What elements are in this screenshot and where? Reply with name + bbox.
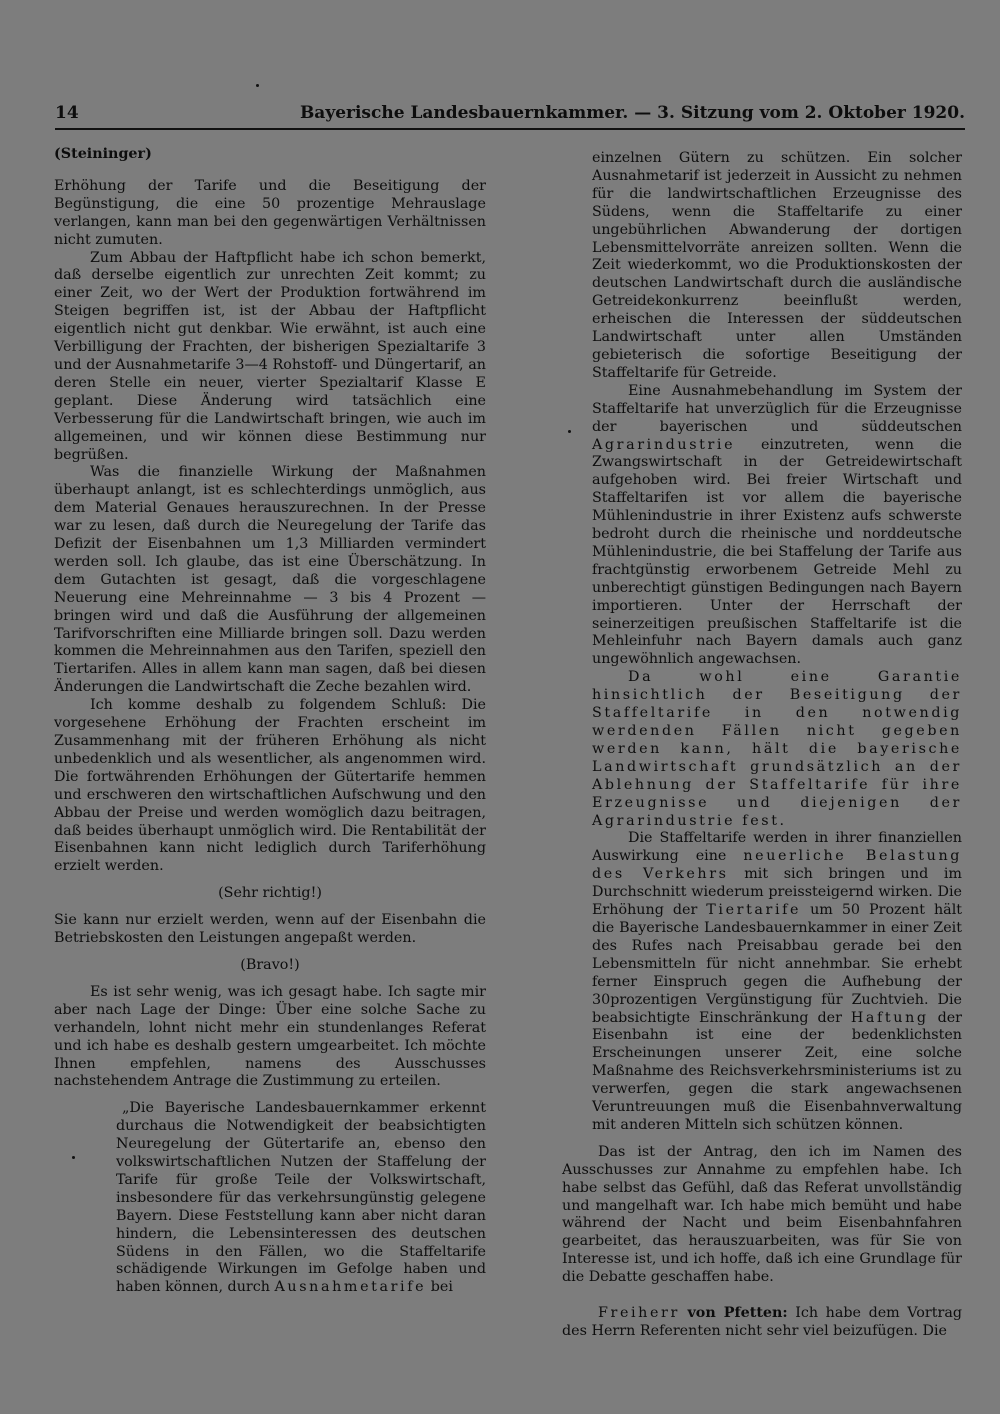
page-number: 14 xyxy=(55,103,79,123)
print-speck xyxy=(256,84,259,87)
paragraph: Es ist sehr wenig, was ich gesagt habe. Ich sagte mir aber nach Lage der Dinge: Über eine solche Sache zu verhandeln, lohnt nicht mehr ein stundenlanges Referat und ich habe es deshalb gestern umgearbeitet. Ich möchte Ihnen empfehlen, namens des Ausschusses nachstehendem Antrage die Zustimmung zu erteilen. xyxy=(54,983,486,1090)
paragraph-text: Ich habe dem Vortrag des Herrn Referenten nicht sehr viel beizufügen. Die xyxy=(562,1305,963,1339)
spaced-emphasis: Haftung xyxy=(850,1009,929,1026)
paragraph: Ich komme deshalb zu folgendem Schluß: Die vorgesehene Erhöhung der Frachten erscheint im Zusammenhang mit der früheren Erhöhung als nicht unbedenklich und als wesentlicher, als angenommen wird. Die fortwährenden Erhöhungen der Gütertarife hemmen und erschweren den wirtschaftlichen Aufschwung und den Abbau der Preise und werden womöglich dazu beitragen, daß beides überhaupt unmöglich wird. Die Rentabilität der Eisenbahnen kann nicht lediglich durch Tariferhöhung erzielt werden. xyxy=(54,697,486,875)
paragraph-text: mit sich bringen und im Durchschnitt wiederum preissteigernd wirken. Die Erhöhung der xyxy=(592,866,962,919)
speaker-label: (Steininger) xyxy=(54,146,152,162)
interjection: (Bravo!) xyxy=(240,956,300,973)
spaced-emphasis: neuerliche Belastung des Verkehrs xyxy=(592,848,963,883)
spaced-paragraph: Da wohl eine Garantie hinsichtlich der Beseitigung der Staffeltarife in den notwendig werdenden Fällen nicht gegeben werden kann, hält die bayerische Landwirtschaft grundsätzlich an der Ablehnung der Staffeltarife für ihre Erzeugnisse und diejenigen der Agrarindustrie fest. xyxy=(592,669,962,829)
paragraph: Das ist der Antrag, den ich im Namen des Ausschusses zur Annahme zu empfehlen habe. Ich habe selbst das Gefühl, daß das Referat unvollständig und mangelhaft war. Ich habe mich bemüht und habe während der Nacht und beim Eisenbahnfahren gearbeitet, das herauszuarbeiten, was für Sie von Interesse ist, und ich hoffe, daß ich eine Grundlage für die Debatte geschaffen habe. xyxy=(562,1143,962,1286)
quote-text: bei xyxy=(430,1279,453,1296)
header-title: Bayerische Landesbauernkammer. — 3. Sitzung vom 2. Oktober 1920. xyxy=(299,103,965,123)
right-column xyxy=(562,150,963,1341)
paragraph-text: der Eisenbahn ist eine der bedenklichsten Erscheinungen unserer Zeit, eine solche Maßnahme des Reichsverkehrsministeriums ist zu verwerfen, gegen die stark angewachsenen Veruntreuungen muß die Eisenbahnverwaltung mit anderen Mitteln sich schützen können. xyxy=(592,1009,963,1133)
spaced-emphasis: Tiertarife xyxy=(706,902,802,919)
paragraph: Was die finanzielle Wirkung der Maßnahmen überhaupt anlangt, ist es schlechterdings unmöglich, aus dem Material Genaues herauszurechnen. In der Presse war zu lesen, daß durch die Neuregelung der Tarife das Defizit der Eisenbahnen um 1,3 Milliarden vermindert werden soll. Ich glaube, das ist eine Überschätzung. In dem Gutachten ist gesagt, daß die vorgeschlagene Neuerung eine Mehreinnahme — 3 bis 4 Prozent — bringen wird und daß die Ausführung der allgemeinen Tarifvorschriften eine Milliarde bringen soll. Dazu werden kommen die Mehreinnahmen aus den Tarifen, speziell den Tiertarifen. Alles in allem kann man sagen, daß bei diesen Änderungen die Landwirtschaft die Zeche bezahlen wird. xyxy=(54,464,486,696)
header-rule xyxy=(55,128,965,130)
interjection: (Sehr richtig!) xyxy=(218,885,322,902)
spaced-emphasis: Agrarindustrie xyxy=(592,436,736,453)
print-speck xyxy=(568,430,571,433)
speaker-name: Freiherr xyxy=(598,1305,680,1322)
running-header xyxy=(55,103,965,125)
paragraph: Zum Abbau der Haftpflicht habe ich schon bemerkt, daß derselbe eigentlich zur unrechten Zeit kommt; zu einer Zeit, wo der Wert der Produktion fortwährend im Steigen begriffen ist, ist der Abbau der Haftpflicht eigentlich nicht gut denkbar. Wie erwähnt, ist auch eine Verbilligung der Frachten, der bisherigen Spezialtarife 3 und der Ausnahmetarife 3—4 Rohstoff- und Düngertarif, an deren Stelle ein neuer, vierter Spezialtarif Klasse E geplant. Diese Änderung wird tatsächlich eine Verbesserung für die Landwirtschaft bringen, wie auch im allgemeinen, und wir können diese Bestimmung nur begrüßen. xyxy=(54,249,486,463)
quote-text: „Die Bayerische Landesbauernkammer erkennt durchaus die Notwendigkeit der beabsichtigten Neuregelung der Gütertarife an, ebenso den volkswirtschaftlichen Nutzen der Staffelung der Tarife für große Teile der Volkswirtschaft, insbesondere für das verkehrsungünstig gelegene Bayern. Diese Feststellung kann aber nicht daran hindern, die Lebensinteressen des deutschen Südens in den Fällen, wo die Staffeltarife schädigende Wirkungen im Gefolge haben und haben können, durch xyxy=(116,1100,486,1296)
paragraph: einzelnen Gütern zu schützen. Ein solcher Ausnahmetarif ist jederzeit in Aussicht zu nehmen für die landwirtschaftlichen Erzeugnisse des Südens, wenn die Staffeltarife zu einer ungebührlichen Abwanderung der dortigen Lebensmittelvorräte anreizen sollten. Wenn die Zeit wiederkommt, wo die Produktionskosten der deutschen Landwirtschaft durch die ausländische Getreidekonkurrenz beeinflußt werden, erheischen die Interessen der süddeutschen Landwirtschaft unter allen Umständen gebieterisch die sofortige Beseitigung der Staffeltarife für Getreide. xyxy=(592,150,962,381)
paragraph-text: Eine Ausnahmebehandlung im System der Staffeltarife hat unverzüglich für die Erzeugnisse der bayerischen und süddeutschen xyxy=(592,382,962,435)
speaker-paragraph xyxy=(562,1305,962,1341)
paragraph: Sie kann nur erzielt werden, wenn auf der Eisenbahn die Betriebskosten den Leistungen angepaßt werden. xyxy=(54,912,486,947)
speaker-name: von Pfetten: xyxy=(687,1305,788,1322)
left-column xyxy=(54,146,486,1297)
paragraph-text: um 50 Prozent hält die Bayerische Landesbauernkammer in einer Zeit des Rufes nach Preisabbau gerade bei den Lebensmitteln für nicht annehmbar. Sie erhebt ferner Einspruch gegen die Aufhebung der 30prozentigen Vergünstigung für Zuchtvieh. Die beabsichtigte Einschränkung der xyxy=(592,902,963,1026)
spaced-emphasis: Ausnahmetarife xyxy=(274,1279,427,1296)
paragraph xyxy=(592,830,962,1134)
paragraph-text: einzutreten, wenn die Zwangswirtschaft in der Getreidewirtschaft aufgehoben wird. Bei freier Wirtschaft und Staffeltarifen ist vor allem die bayerische Mühlenindustrie in ihrer Existenz aufs schwerste bedroht durch die rheinische und norddeutsche Mühlenindustrie, die bei Staffelung der Tarife aus frachtgünstig erworbenem Getreide Mehl zu unberechtigt günstigen Bedingungen nach Bayern importieren. Unter der Herrschaft der seinerzeitigen preußischen Staffeltarife ist die Mehleinfuhr nach Bayern damals auch ganz ungewöhnlich angewachsen. xyxy=(592,436,963,668)
paragraph-text: Die Staffeltarife werden in ihrer finanziellen Auswirkung eine xyxy=(592,830,962,865)
paragraph xyxy=(592,383,962,670)
paragraph: Erhöhung der Tarife und die Beseitigung der Begünstigung, die eine 50 prozentige Mehrauslage verlangen, kann man bei den gegenwärtigen Verhältnissen nicht zumuten. xyxy=(54,177,486,248)
motion-quote xyxy=(116,1100,486,1297)
